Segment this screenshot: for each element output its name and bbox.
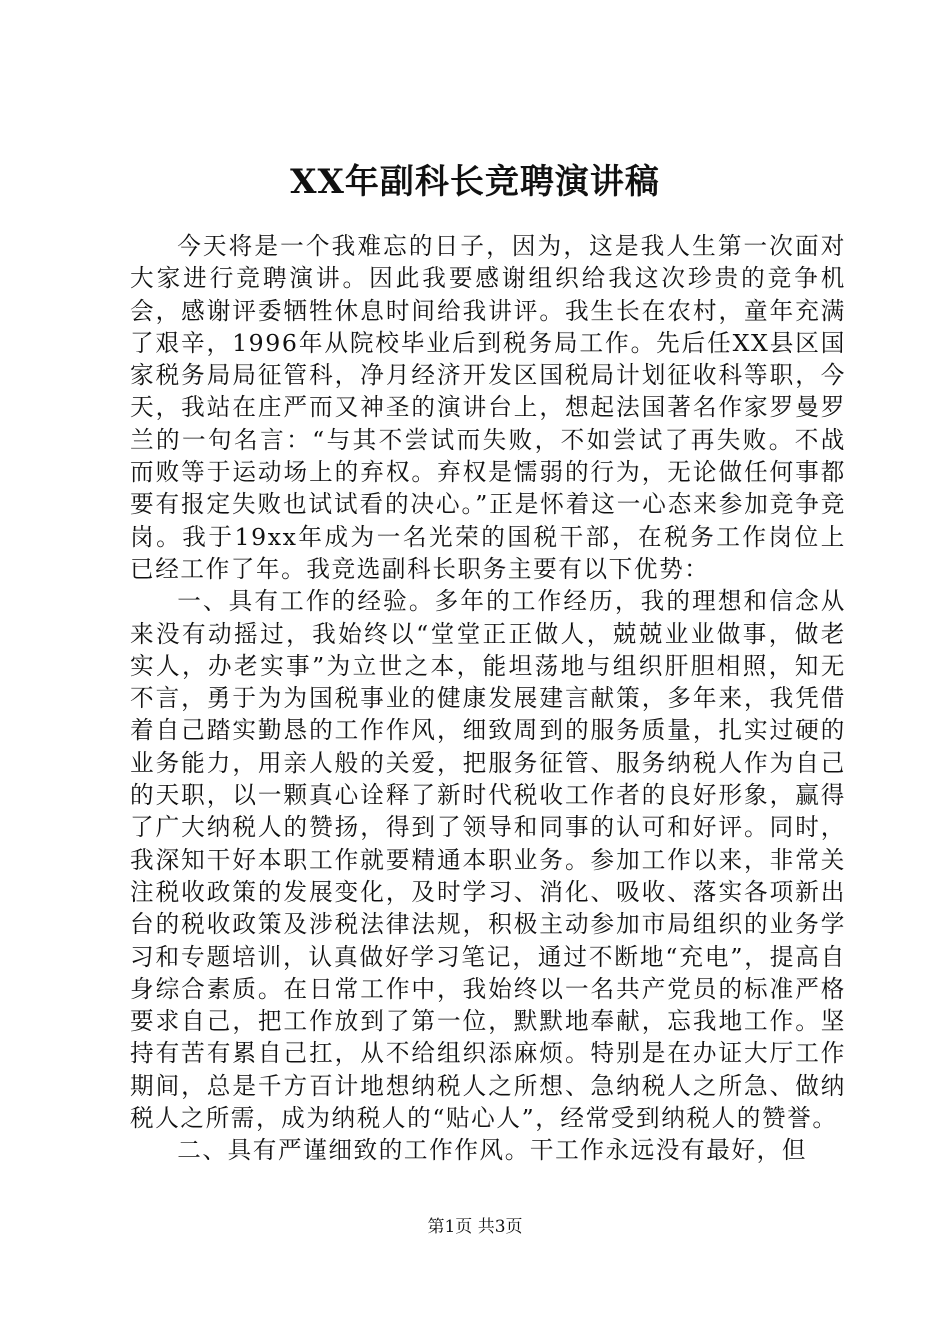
paragraph-advantage-1: 一、具有工作的经验。多年的工作经历，我的理想和信念从来没有动摇过，我始终以“堂堂正正做人，兢兢业业做事，做老实人，办老实事”为立世之本，能坦荡地与组织肝胆相照，知无不言，勇于为为国税事业的健康发展建言献策，多年来，我凭借着自己踏实勤恳的工作作风，细致周到的服务质量，扎实过硬的业务能力，用亲人般的关爱，把服务征管、服务纳税人作为自己的天职，以一颗真心诠释了新时代税收工作者的良好形象，赢得了广大纳税人的赞扬，得到了领导和同事的认可和好评。同时，我深知干好本职工作就要精通本职业务。参加工作以来，非常关注税收政策的发展变化，及时学习、消化、吸收、落实各项新出台的税收政策及涉税法律法规，积极主动参加市局组织的业务学习和专题培训，认真做好学习笔记，通过不断地“充电”，提高自身综合素质。在日常工作中，我始终以一名共产党员的标准严格要求自己，把工作放到了第一位，默默地奉献，忘我地工作。坚持有苦有累自己扛，从不给组织添麻烦。特别是在办证大厅工作期间，总是千方百计地想纳税人之所想、急纳税人之所急、做纳税人之所需，成为纳税人的“贴心人”，经常受到纳税人的赞誉。 xyxy=(130,587,846,1133)
document-body xyxy=(130,230,846,1167)
document-title: XX年副科长竞聘演讲稿 xyxy=(290,162,660,202)
page-number-footer: 第1页 共3页 xyxy=(427,1217,523,1237)
paragraph-advantage-2: 二、具有严谨细致的工作作风。干工作永远没有最好，但 xyxy=(177,1136,808,1165)
paragraph-intro: 今天将是一个我难忘的日子，因为，这是我人生第一次面对大家进行竞聘演讲。因此我要感谢组织给我这次珍贵的竞争机会，感谢评委牺牲休息时间给我讲评。我生长在农村，童年充满了艰辛，1996年从院校毕业后到税务局工作。先后任XX县区国家税务局局征管科，净月经济开发区国税局计划征收科等职，今天，我站在庄严而又神圣的演讲台上，想起法国著名作家罗曼罗兰的一句名言：“与其不尝试而失败，不如尝试了再失败。不战而败等于运动场上的弃权。弃权是懦弱的行为，无论做任何事都要有报定失败也试试看的决心。”正是怀着这一心态来参加竞争竞岗。我于19xx年成为一名光荣的国税干部，在税务工作岗位上已经工作了年。我竞选副科长职务主要有以下优势： xyxy=(130,232,846,583)
